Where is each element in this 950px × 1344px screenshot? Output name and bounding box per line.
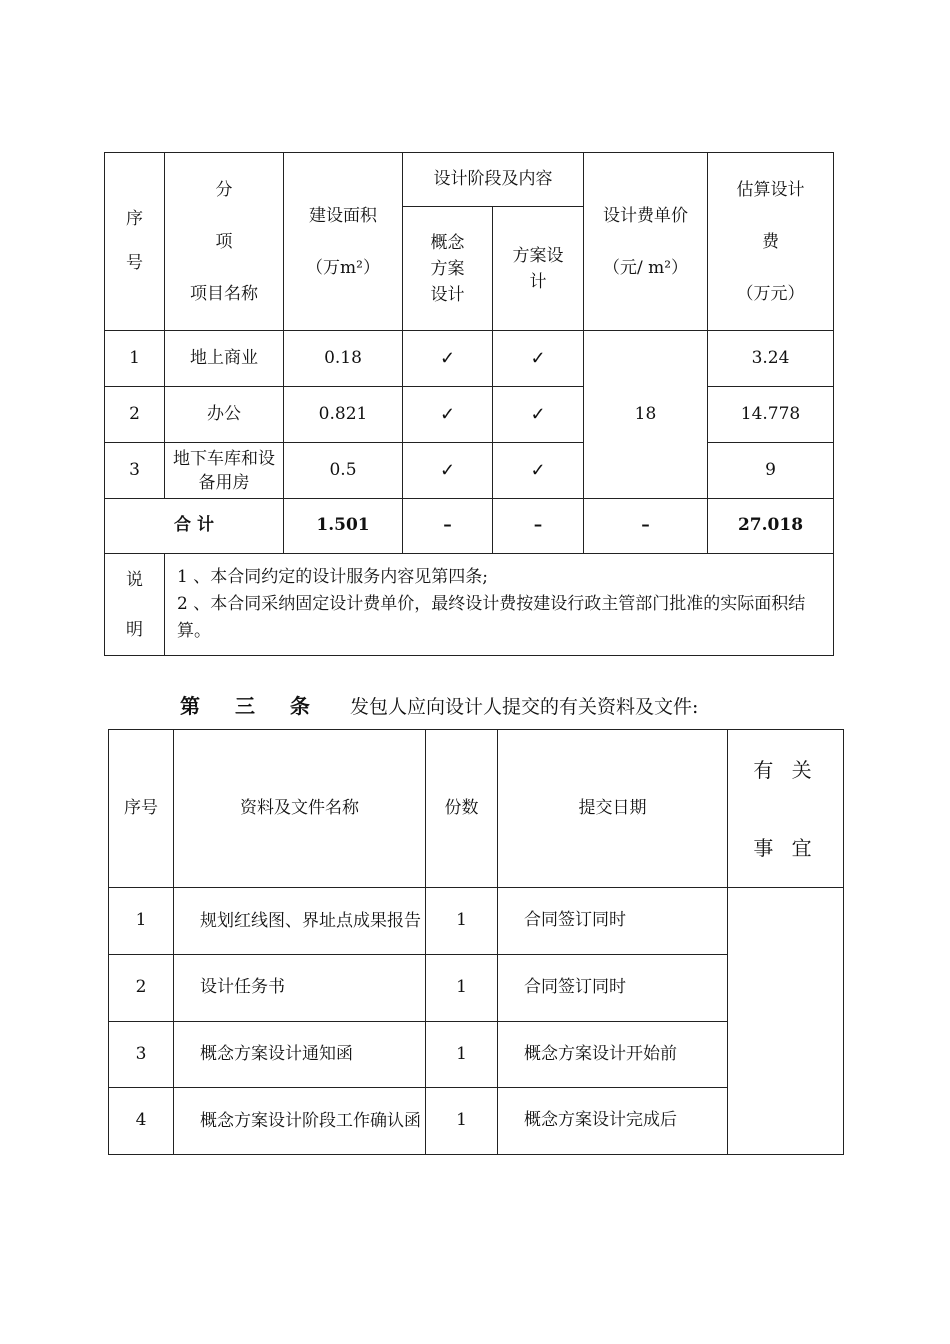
row-date: 合同签订同时: [498, 888, 728, 955]
header-seq: 序号: [109, 730, 174, 888]
row-no: 4: [109, 1088, 174, 1155]
header-estimated-fee: 估算设计 费 （万元）: [708, 153, 834, 331]
table-row: [109, 888, 844, 955]
row-doc-name: 概念方案设计通知函: [174, 1022, 426, 1088]
total-area: 1.501: [284, 499, 403, 554]
row-area: 0.821: [284, 387, 403, 443]
total-label: 合 计: [105, 499, 284, 554]
header-concept-design: 概念 方案 设计: [403, 207, 493, 331]
row-no: 2: [109, 955, 174, 1022]
check-icon: ✓: [493, 387, 584, 443]
header-submit-date: 提交日期: [498, 730, 728, 888]
notes-label: 说 明: [105, 554, 165, 656]
row-name: 地上商业: [165, 331, 284, 387]
header-doc-name: 资料及文件名称: [174, 730, 426, 888]
check-icon: ✓: [403, 387, 493, 443]
header-item-name: 分 项 项目名称: [165, 153, 284, 331]
row-no: 2: [105, 387, 165, 443]
row-name: 地下车库和设备用房: [165, 443, 284, 499]
row-copies: 1: [426, 955, 498, 1022]
documents-table: [108, 729, 844, 1155]
row-fee: 9: [708, 443, 834, 499]
row-no: 3: [105, 443, 165, 499]
total-concept: –: [403, 499, 493, 554]
table-row: [105, 331, 834, 387]
header-seq: 序 号: [105, 153, 165, 331]
row-copies: 1: [426, 1088, 498, 1155]
row-no: 3: [109, 1022, 174, 1088]
row-name: 办公: [165, 387, 284, 443]
article-text: 发包人应向设计人提交的有关资料及文件:: [349, 696, 699, 718]
row-no: 1: [105, 331, 165, 387]
row-fee: 14.778: [708, 387, 834, 443]
row-fee: 3.24: [708, 331, 834, 387]
row-doc-name: 概念方案设计阶段工作确认函: [174, 1088, 426, 1155]
header-unit-price: 设计费单价 （元/ m²）: [584, 153, 708, 331]
row-area: 0.5: [284, 443, 403, 499]
notes-row: [105, 554, 834, 656]
header-remarks: 有 关 事 宜: [728, 730, 844, 888]
row-date: 合同签订同时: [498, 955, 728, 1022]
header-area: 建设面积 （万m²）: [284, 153, 403, 331]
check-icon: ✓: [403, 331, 493, 387]
check-icon: ✓: [493, 331, 584, 387]
row-date: 概念方案设计开始前: [498, 1022, 728, 1088]
table-header-row: [109, 730, 844, 888]
header-design-stage: 设计阶段及内容: [403, 153, 584, 207]
check-icon: ✓: [493, 443, 584, 499]
header-scheme-design: 方案设 计: [493, 207, 584, 331]
row-doc-name: 规划红线图、界址点成果报告: [174, 888, 426, 955]
remarks-cell: [728, 888, 844, 1155]
total-fee: 27.018: [708, 499, 834, 554]
row-copies: 1: [426, 1022, 498, 1088]
row-area: 0.18: [284, 331, 403, 387]
row-doc-name: 设计任务书: [174, 955, 426, 1022]
row-copies: 1: [426, 888, 498, 955]
unit-price-value: 18: [584, 331, 708, 499]
row-date: 概念方案设计完成后: [498, 1088, 728, 1155]
design-fee-table: [104, 152, 834, 656]
article-number: 第 三 条: [180, 694, 324, 718]
total-row: [105, 499, 834, 554]
notes-content: [165, 554, 834, 656]
table-row: [105, 443, 834, 499]
article-heading: [180, 690, 698, 719]
header-copies: 份数: [426, 730, 498, 888]
row-no: 1: [109, 888, 174, 955]
note-item: 1 、本合同约定的设计服务内容见第四条;: [177, 567, 488, 587]
note-item: 2 、本合同采纳固定设计费单价，最终设计费按建设行政主管部门批准的实际面积结算。: [177, 594, 806, 641]
table-row: [105, 387, 834, 443]
check-icon: ✓: [403, 443, 493, 499]
total-unit-price: –: [584, 499, 708, 554]
total-scheme: –: [493, 499, 584, 554]
